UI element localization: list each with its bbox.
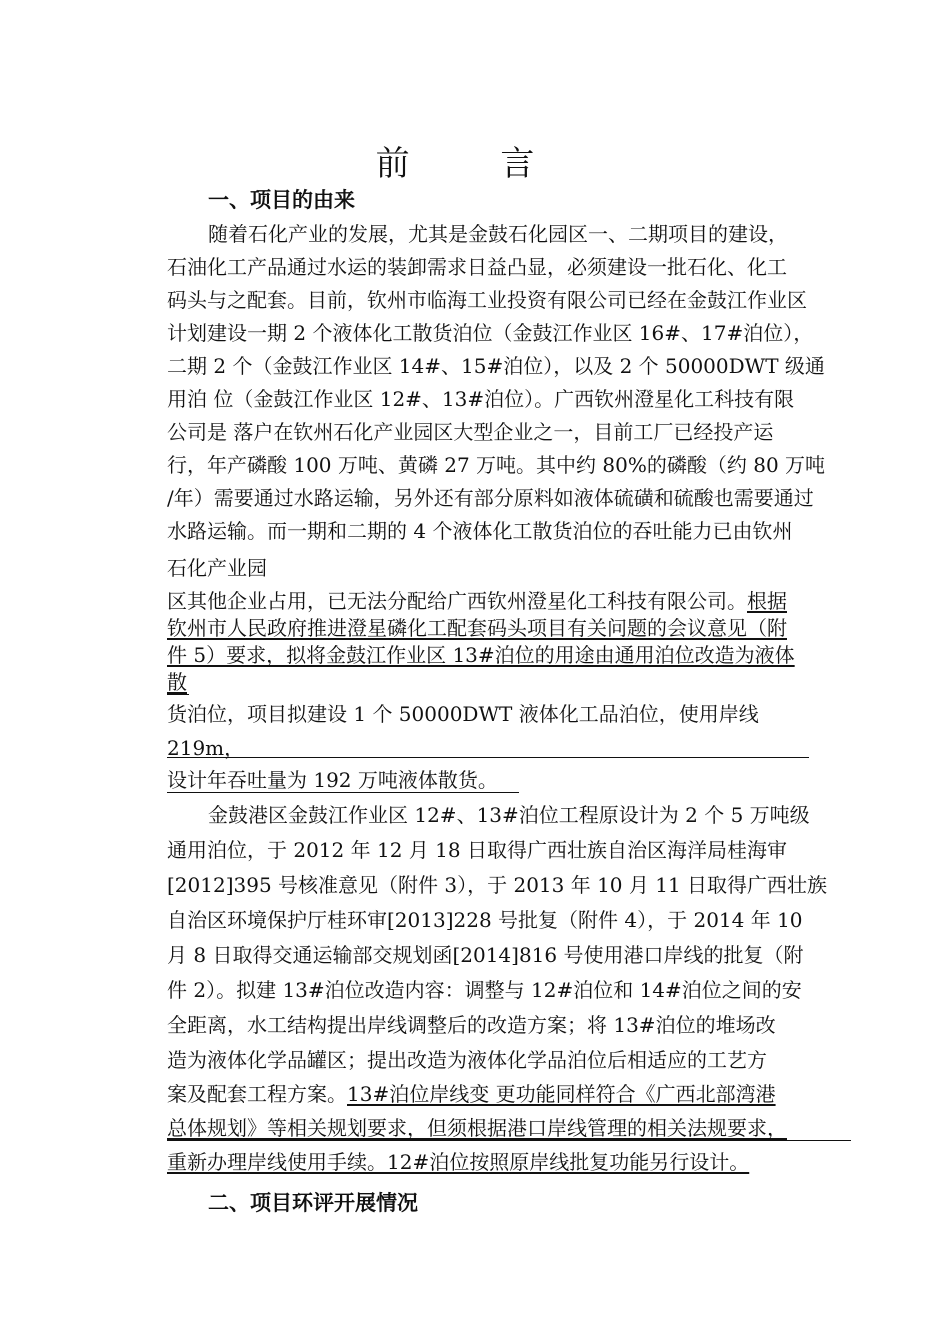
underline-rule	[167, 694, 189, 695]
paragraph-line: 通用泊位，于 2012 年 12 月 18 日取得广西壮族自治区海洋局桂海审	[167, 838, 787, 862]
paragraph-line: 计划建设一期 2 个液体化工散货泊位（金鼓江作业区 16#、17#泊位），	[167, 321, 814, 345]
paragraph-line: 设计年吞吐量为 192 万吨液体散货。	[167, 768, 498, 792]
paragraph-line: 货泊位，项目拟建设 1 个 50000DWT 液体化工品泊位，使用岸线	[167, 702, 759, 726]
paragraph-text: 区其他企业占用，已无法分配给广西钦州澄星化工科技有限公司。	[167, 589, 747, 613]
paragraph-line: 用泊 位（金鼓江作业区 12#、13#泊位）。广西钦州澄星化工科技有限	[167, 387, 795, 411]
paragraph-line: 二期 2 个（金鼓江作业区 14#、15#泊位），以及 2 个 50000DWT 级通	[167, 354, 825, 378]
paragraph-line: /年）需要通过水路运输，另外还有部分原料如液体硫磺和硫酸也需要通过	[167, 486, 814, 510]
paragraph-line: 水路运输。而一期和二期的 4 个液体化工散货泊位的吞吐能力已由钦州	[167, 519, 793, 543]
paragraph-line: 石油化工产品通过水运的装卸需求日益凸显，必须建设一批石化、化工	[167, 255, 787, 279]
underlined-line: 件 5）要求，拟将金鼓江作业区 13#泊位的用途由通用泊位改造为液体	[167, 643, 795, 667]
paragraph-line: 随着石化产业的发展，尤其是金鼓石化园区一、二期项目的建设，	[208, 222, 788, 246]
underlined-line: 钦州市人民政府推进澄星磷化工配套码头项目有关问题的会议意见（附	[167, 616, 787, 640]
underlined-line: 总体规划》等相关规划要求，但须根据港口岸线管理的相关法规要求，	[167, 1116, 787, 1140]
underline-rule	[167, 1140, 851, 1141]
underlined-text: 根据	[747, 589, 787, 613]
paragraph-line: 全距离，水工结构提出岸线调整后的改造方案；将 13#泊位的堆场改	[167, 1013, 776, 1037]
paragraph-line: 石化产业园	[167, 556, 267, 580]
underline-rule	[167, 792, 519, 793]
section-heading-1: 一、项目的由来	[208, 188, 355, 212]
paragraph-line: 月 8 日取得交通运输部交规划函[2014]816 号使用港口岸线的批复（附	[167, 943, 804, 967]
page-title: 前 言	[375, 144, 575, 184]
paragraph-line: 219m，	[167, 736, 245, 760]
paragraph-line	[167, 589, 787, 613]
underlined-line: 重新办理岸线使用手续。12#泊位按照原岸线批复功能另行设计。	[167, 1150, 750, 1174]
paragraph-line: [2012]395 号核准意见（附件 3），于 2013 年 10 月 11 日取得广西壮族	[167, 873, 828, 897]
paragraph-text: 案及配套工程方案。	[167, 1082, 347, 1106]
paragraph-line: 码头与之配套。目前，钦州市临海工业投资有限公司已经在金鼓江作业区	[167, 288, 807, 312]
underlined-text: 13#泊位岸线变 更功能同样符合《广西北部湾港	[347, 1082, 776, 1106]
underline-rule	[167, 757, 809, 758]
underlined-line: 散	[167, 670, 187, 694]
paragraph-line: 自治区环境保护厅桂环审[2013]228 号批复（附件 4），于 2014 年 10	[167, 908, 803, 932]
section-heading-2: 二、项目环评开展情况	[208, 1191, 418, 1215]
paragraph-line: 造为液体化学品罐区；提出改造为液体化学品泊位后相适应的工艺方	[167, 1048, 767, 1072]
paragraph-line: 金鼓港区金鼓江作业区 12#、13#泊位工程原设计为 2 个 5 万吨级	[208, 803, 810, 827]
paragraph-line: 件 2）。拟建 13#泊位改造内容：调整与 12#泊位和 14#泊位之间的安	[167, 978, 802, 1002]
paragraph-line: 行，年产磷酸 100 万吨、黄磷 27 万吨。其中约 80%的磷酸（约 80 万吨	[167, 453, 826, 477]
paragraph-line: 公司是 落户在钦州石化产业园区大型企业之一，目前工厂已经投产运	[167, 420, 774, 444]
paragraph-line	[167, 1082, 776, 1106]
